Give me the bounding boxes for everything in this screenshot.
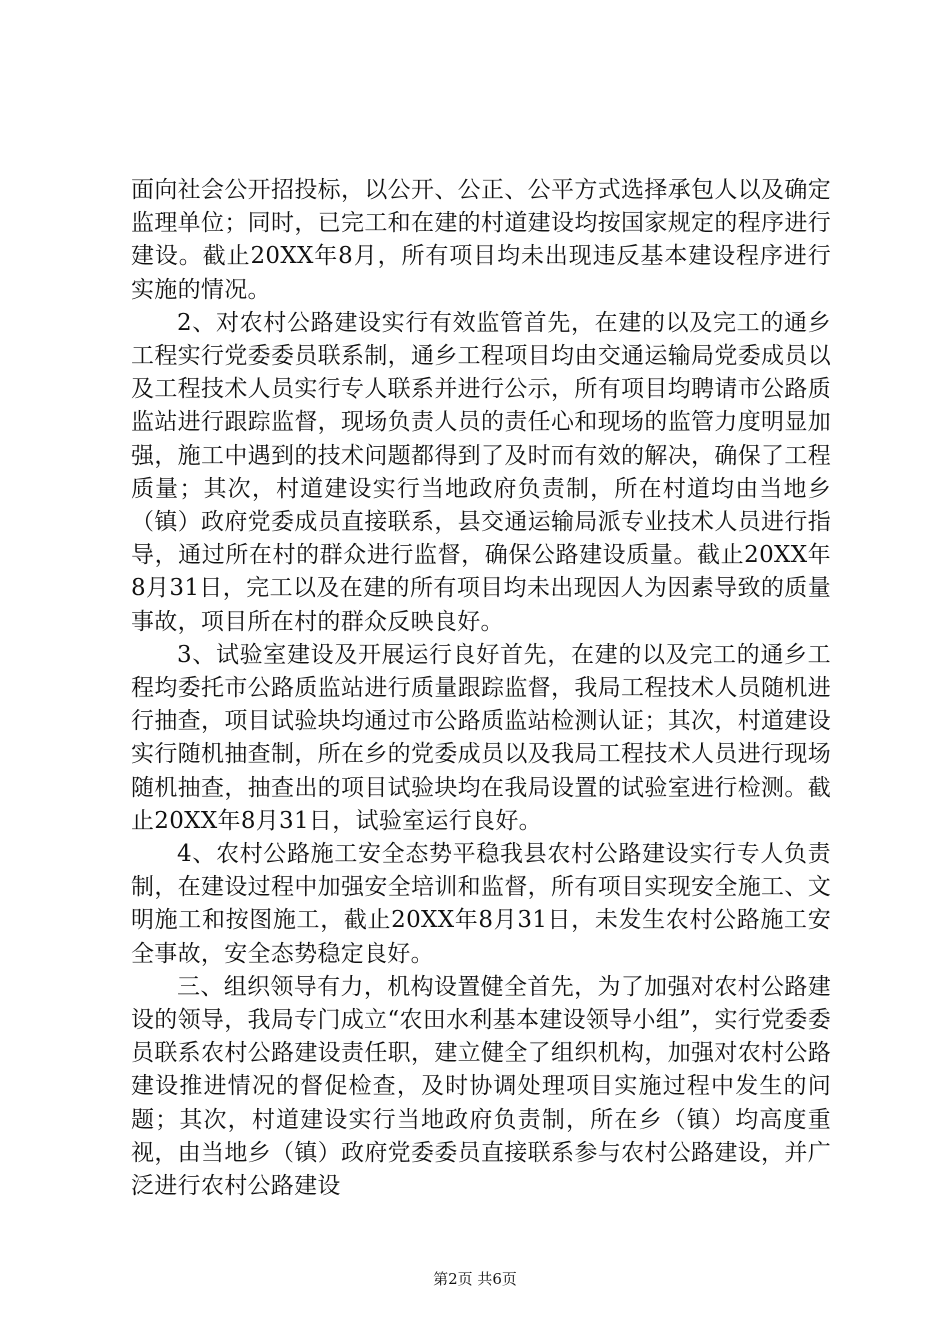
paragraph-continuation: 面向社会公开招投标，以公开、公正、公平方式选择承包人以及确定监理单位；同时，已完工和在建的村道建设均按国家规定的程序进行建设。截止20XX年8月，所有项目均未出现违反基本建设程序进行实施的情况。 bbox=[131, 177, 831, 303]
paragraph-laboratory: 3、试验室建设及开展运行良好首先，在建的以及完工的通乡工程均委托市公路质监站进行质量跟踪监督，我局工程技术人员随机进行抽查，项目试验块均通过市公路质监站检测认证；其次，村道建设实行随机抽查制，所在乡的党委成员以及我局工程技术人员进行现场随机抽查，抽查出的项目试验块均在我局设置的试验室进行检测。截止20XX年8月31日，试验室运行良好。 bbox=[131, 641, 831, 834]
page-number-footer: 第2页 共6页 bbox=[433, 1270, 517, 1288]
paragraph-supervision: 2、对农村公路建设实行有效监管首先，在建的以及完工的通乡工程实行党委委员联系制，通乡工程项目均由交通运输局党委成员以及工程技术人员实行专人联系并进行公示，所有项目均聘请市公路质监站进行跟踪监督，现场负责人员的责任心和现场的监管力度明显加强，施工中遇到的技术问题都得到了及时而有效的解决，确保了工程质量；其次，村道建设实行当地政府负责制，所在村道均由当地乡（镇）政府党委成员直接联系，县交通运输局派专业技术人员进行指导，通过所在村的群众进行监督，确保公路建设质量。截止20XX年8月31日，完工以及在建的所有项目均未出现因人为因素导致的质量事故，项目所在村的群众反映良好。 bbox=[131, 309, 831, 635]
paragraph-organization: 三、组织领导有力，机构设置健全首先，为了加强对农村公路建设的领导，我局专门成立“农田水利基本建设领导小组”，实行党委委员联系农村公路建设责任职，建立健全了组织机构，加强对农村公路建设推进情况的督促检查，及时协调处理项目实施过程中发生的问题；其次，村道建设实行当地政府负责制，所在乡（镇）均高度重视，由当地乡（镇）政府党委委员直接联系参与农村公路建设，并广泛进行农村公路建设 bbox=[131, 973, 831, 1200]
paragraph-safety: 4、农村公路施工安全态势平稳我县农村公路建设实行专人负责制，在建设过程中加强安全培训和监督，所有项目实现安全施工、文明施工和按图施工，截止20XX年8月31日，未发生农村公路施工安全事故，安全态势稳定良好。 bbox=[131, 841, 831, 967]
document-body bbox=[131, 174, 831, 1203]
